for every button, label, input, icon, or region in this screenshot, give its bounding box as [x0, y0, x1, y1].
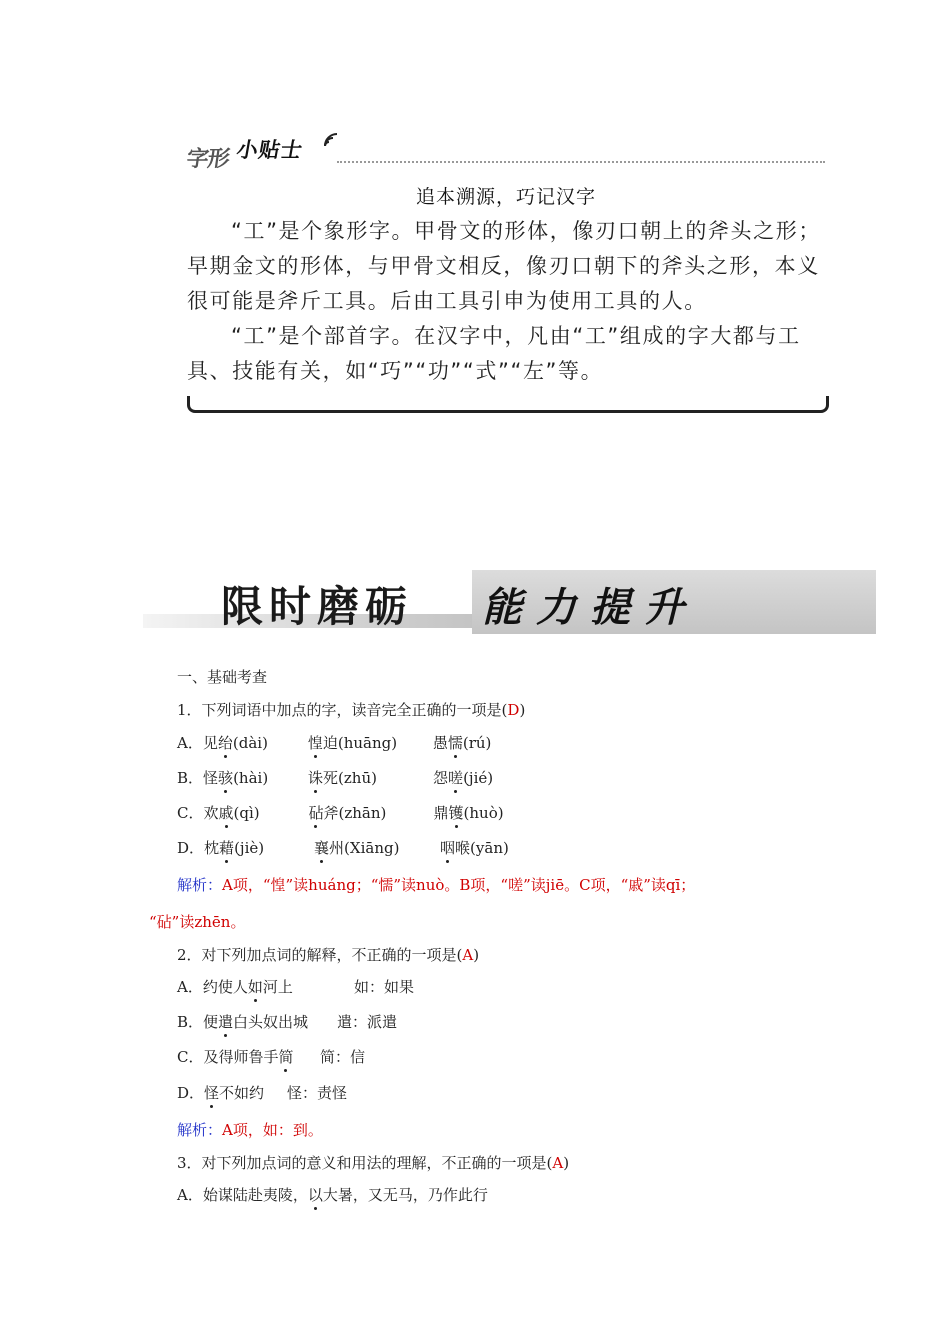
tip-paragraph: “工”是个部首字。在汉字中，凡由“工”组成的字大都与工具、技能有关，如“巧”“功”“式”“左”等。 [187, 324, 801, 383]
option-item [177, 1012, 337, 1032]
dotted-char: 懦 [447, 734, 463, 752]
dotted-char: 镬 [448, 804, 464, 822]
section-banner [143, 570, 807, 636]
q2-option-b [177, 1012, 397, 1032]
dotted-char: 砧 [308, 804, 324, 822]
item-text: (jié) [463, 769, 494, 787]
question-2-stem [177, 945, 479, 965]
q2-explanation [177, 1120, 323, 1140]
item-text: 迫(huāng) [322, 734, 398, 752]
item-text: 喉(yān) [455, 839, 509, 857]
item-text: 欢 [203, 804, 219, 822]
tip-body [187, 214, 827, 389]
dotted-char: 藉 [219, 839, 235, 857]
item-text: 大暑，又无马，乃作此行 [322, 1186, 488, 1204]
dotted-char: 嗟 [448, 769, 464, 787]
option-label: D． [177, 839, 205, 857]
tip-subtitle: 追本溯源，巧记汉字 [415, 186, 596, 208]
option-item [433, 803, 503, 823]
banner-accent-title: 能力提升 [482, 584, 698, 631]
option-item [433, 733, 492, 753]
item-text: 愚 [432, 734, 448, 752]
tip-dotted-rule [337, 161, 825, 163]
definition: 遣：派遣 [337, 1013, 398, 1031]
tip-paragraph: “工”是个象形字。甲骨文的形体，像刃口朝上的斧头之形；早期金文的形体，与甲骨文相反，像刃口朝下的斧头之形，本义很可能是斧斤工具。后由工具引申为使用工具的人。 [187, 219, 821, 313]
explanation-text: “砧”读zhēn。 [149, 913, 246, 931]
item-text: 河上 [262, 978, 293, 996]
dotted-char: 以 [307, 1186, 323, 1204]
q1-option-d [177, 838, 509, 858]
dotted-char: 如 [247, 978, 263, 996]
dotted-char: 遣 [218, 1013, 234, 1031]
item-text: (huò) [463, 804, 504, 822]
q1-explanation [177, 875, 695, 895]
q1-option-c [177, 803, 504, 823]
q1-option-a [177, 733, 491, 753]
option-label: C． [177, 804, 204, 822]
option-item [308, 733, 433, 753]
section-heading: 一、基础考查 [177, 668, 268, 686]
question-3-stem [177, 1153, 569, 1173]
item-text: (hài) [233, 769, 269, 787]
option-item [203, 768, 308, 788]
item-text: 怨 [433, 769, 449, 787]
signal-icon [323, 130, 341, 148]
item-text: 不如约 [219, 1084, 265, 1102]
option-item [433, 768, 493, 788]
paren-close: ) [519, 701, 526, 719]
item-text: (dài) [232, 734, 268, 752]
dotted-char: 襄 [314, 839, 330, 857]
answer: A [552, 1154, 564, 1172]
explanation-label: 解析： [177, 1121, 223, 1139]
option-item [177, 1083, 287, 1103]
item-text: A．约使人 [177, 978, 248, 996]
dotted-char: 咽 [440, 839, 456, 857]
item-text: 见 [202, 734, 218, 752]
option-item [177, 977, 354, 997]
q2-option-c [177, 1047, 365, 1067]
question-text: 1．下列词语中加点的字，读音完全正确的一项是( [177, 701, 508, 719]
option-item [203, 803, 308, 823]
option-item [177, 1047, 320, 1067]
option-item [308, 768, 433, 788]
question-1-stem [177, 700, 525, 720]
tip-title-small: 小贴士 [234, 138, 305, 162]
option-item [204, 838, 314, 858]
definition: 如：如果 [354, 978, 415, 996]
dotted-char: 惶 [307, 734, 323, 752]
dotted-char: 骇 [218, 769, 234, 787]
q2-option-d [177, 1083, 347, 1103]
q1-option-b [177, 768, 493, 788]
tip-header [184, 128, 825, 172]
banner-main-title: 限时磨砺 [221, 582, 414, 631]
option-label: B． [177, 769, 204, 787]
dotted-char: 简 [278, 1048, 294, 1066]
option-item [314, 838, 440, 858]
dotted-char: 诛 [308, 769, 324, 787]
tip-title-big: 字形 [184, 147, 231, 172]
item-text: C．及得师鲁手 [177, 1048, 279, 1066]
explanation-text: A项，如：到。 [222, 1121, 323, 1139]
item-text: B．便 [177, 1013, 219, 1031]
question-text: 2．对下列加点词的解释，不正确的一项是( [177, 946, 463, 964]
definition: 简：信 [320, 1048, 366, 1066]
item-text: (qì) [233, 804, 260, 822]
paren-close: ) [473, 946, 480, 964]
q1-explanation-cont [149, 912, 245, 932]
answer: A [462, 946, 474, 964]
item-text: 枕 [204, 839, 220, 857]
option-item [308, 803, 433, 823]
item-text: 白头奴出城 [233, 1013, 309, 1031]
option-item [440, 838, 509, 858]
item-text: (rú) [462, 734, 492, 752]
option-item [203, 733, 308, 753]
item-text: D． [177, 1084, 205, 1102]
answer: D [507, 701, 520, 719]
q3-option-a [177, 1185, 488, 1205]
paren-close: ) [563, 1154, 570, 1172]
tip-box-bottom-border [187, 396, 829, 413]
item-text: 州(Xiāng) [329, 839, 400, 857]
dotted-char: 绐 [217, 734, 233, 752]
item-text: A．始谋陆赴夷陵， [177, 1186, 308, 1204]
item-text: 死(zhū) [323, 769, 377, 787]
item-text: 斧(zhān) [323, 804, 387, 822]
dotted-char: 戚 [218, 804, 234, 822]
option-label: A． [177, 734, 203, 752]
explanation-text: A项，“惶”读huáng；“懦”读nuò。B项，“嗟”读jiē。C项，“戚”读qī； [222, 876, 696, 894]
explanation-label: 解析： [177, 876, 223, 894]
definition: 怪：责怪 [287, 1084, 348, 1102]
item-text: (jiè) [234, 839, 265, 857]
question-text: 3．对下列加点词的意义和用法的理解，不正确的一项是( [177, 1154, 553, 1172]
item-text: 怪 [203, 769, 219, 787]
q2-option-a [177, 977, 414, 997]
item-text: 鼎 [433, 804, 449, 822]
dotted-char: 怪 [204, 1084, 220, 1102]
